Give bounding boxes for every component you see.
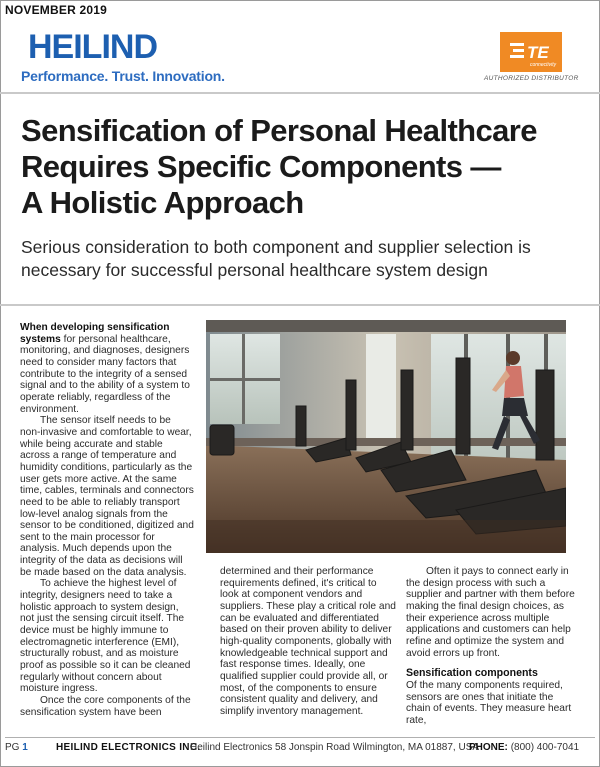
page-number: PG 1: [5, 742, 28, 753]
te-logo-mark-icon: [500, 32, 562, 72]
svg-text:connectivity: connectivity: [530, 62, 557, 68]
section-heading: Sensification components: [406, 667, 538, 680]
title-line-1: Sensification of Personal Healthcare: [21, 113, 537, 148]
col3-paragraph-1: Often it pays to connect early in the design process with such a supplier and partner with them before making the final design choices, as their experience across multiple applications and customers can help refine and optimize the system and avoid errors up front.: [406, 566, 575, 659]
col1-paragraph-3: To achieve the highest level of integrity, designers need to take a holistic approach to system design, not just the sensing circuit itself. The device must be highly immune to electromagnetic interference (EMI), structurally robust, and as moisture proof as possible so it can be cleaned regularly without concern about moisture ingress.: [20, 578, 191, 695]
col1-paragraph-1-text: for personal healthcare, monitoring, and diagnoses, designers need to consider many factors that contribute to the integrity of a sensed signal and to the ability of a system to operate reliably, regardless of the environment.: [20, 333, 190, 415]
col3-paragraph-2: Of the many components required, sensors are ones that initiate the chain of events. They measure heart rate,: [406, 679, 572, 726]
col1-paragraph-4: Once the core components of the sensification system have been: [20, 695, 191, 718]
col2-paragraph-1: determined and their performance requirements defined, it's critical to look at component vendors and suppliers. These play a critical role and can be evaluated and differentiated based on their proven ability to deliver high-quality components, globally with knowledgeable technical support and fast response times. Ideally, one qualified supplier could provide all, or most, of the components to ensure consistent quality and delivery, and simplify inventory management.: [220, 566, 396, 717]
footer-address: Heilind Electronics 58 Jonspin Road Wilmington, MA 01887, USA: [190, 742, 480, 753]
column-3: [406, 566, 580, 727]
logo-wordmark: HEILIND: [28, 28, 157, 66]
footer-company: HEILIND ELECTRONICS INC.: [56, 742, 201, 753]
article-title: [21, 113, 581, 221]
partner-caption: AUTHORIZED DISTRIBUTOR: [484, 75, 579, 82]
column-2: [220, 566, 396, 718]
column-1: [20, 322, 194, 718]
article-subtitle: Serious consideration to both component and supplier selection is necessary for successful personal healthcare system design: [21, 237, 531, 280]
footer-phone[interactable]: PHONE: (800) 400-7041: [469, 742, 580, 753]
svg-text:TE: TE: [527, 43, 549, 62]
title-line-2: Requires Specific Components —: [21, 149, 501, 184]
logo-tagline: Performance. Trust. Innovation.: [21, 68, 225, 84]
col1-paragraph-2: The sensor itself needs to be non-invasive and comfortable to wear, while being accurate and stable across a range of temperature and humidity conditions, particularly as the user gets more active. At the same time, cables, terminals and connectors need to be able to reliably transport low-level analog signals from the sensor to be conditioned, digitized and sent to the main processor for analysis. Much depends upon the integrity of the data as decisions will be made based on the data analysis.: [20, 415, 194, 578]
issue-date: NOVEMBER 2019: [5, 3, 107, 17]
subtitle-divider: [0, 304, 600, 306]
title-line-3: A Holistic Approach: [21, 185, 304, 220]
col1-paragraph-1: [20, 322, 194, 415]
gym-photo-icon: [206, 320, 566, 553]
te-connectivity-logo[interactable]: [500, 32, 562, 72]
article-photo: [206, 320, 566, 553]
heilind-logo[interactable]: [21, 28, 225, 86]
footer-divider: [5, 737, 595, 738]
lead-in-bold: When developing sensification systems: [20, 322, 170, 345]
header-divider: [0, 92, 600, 94]
